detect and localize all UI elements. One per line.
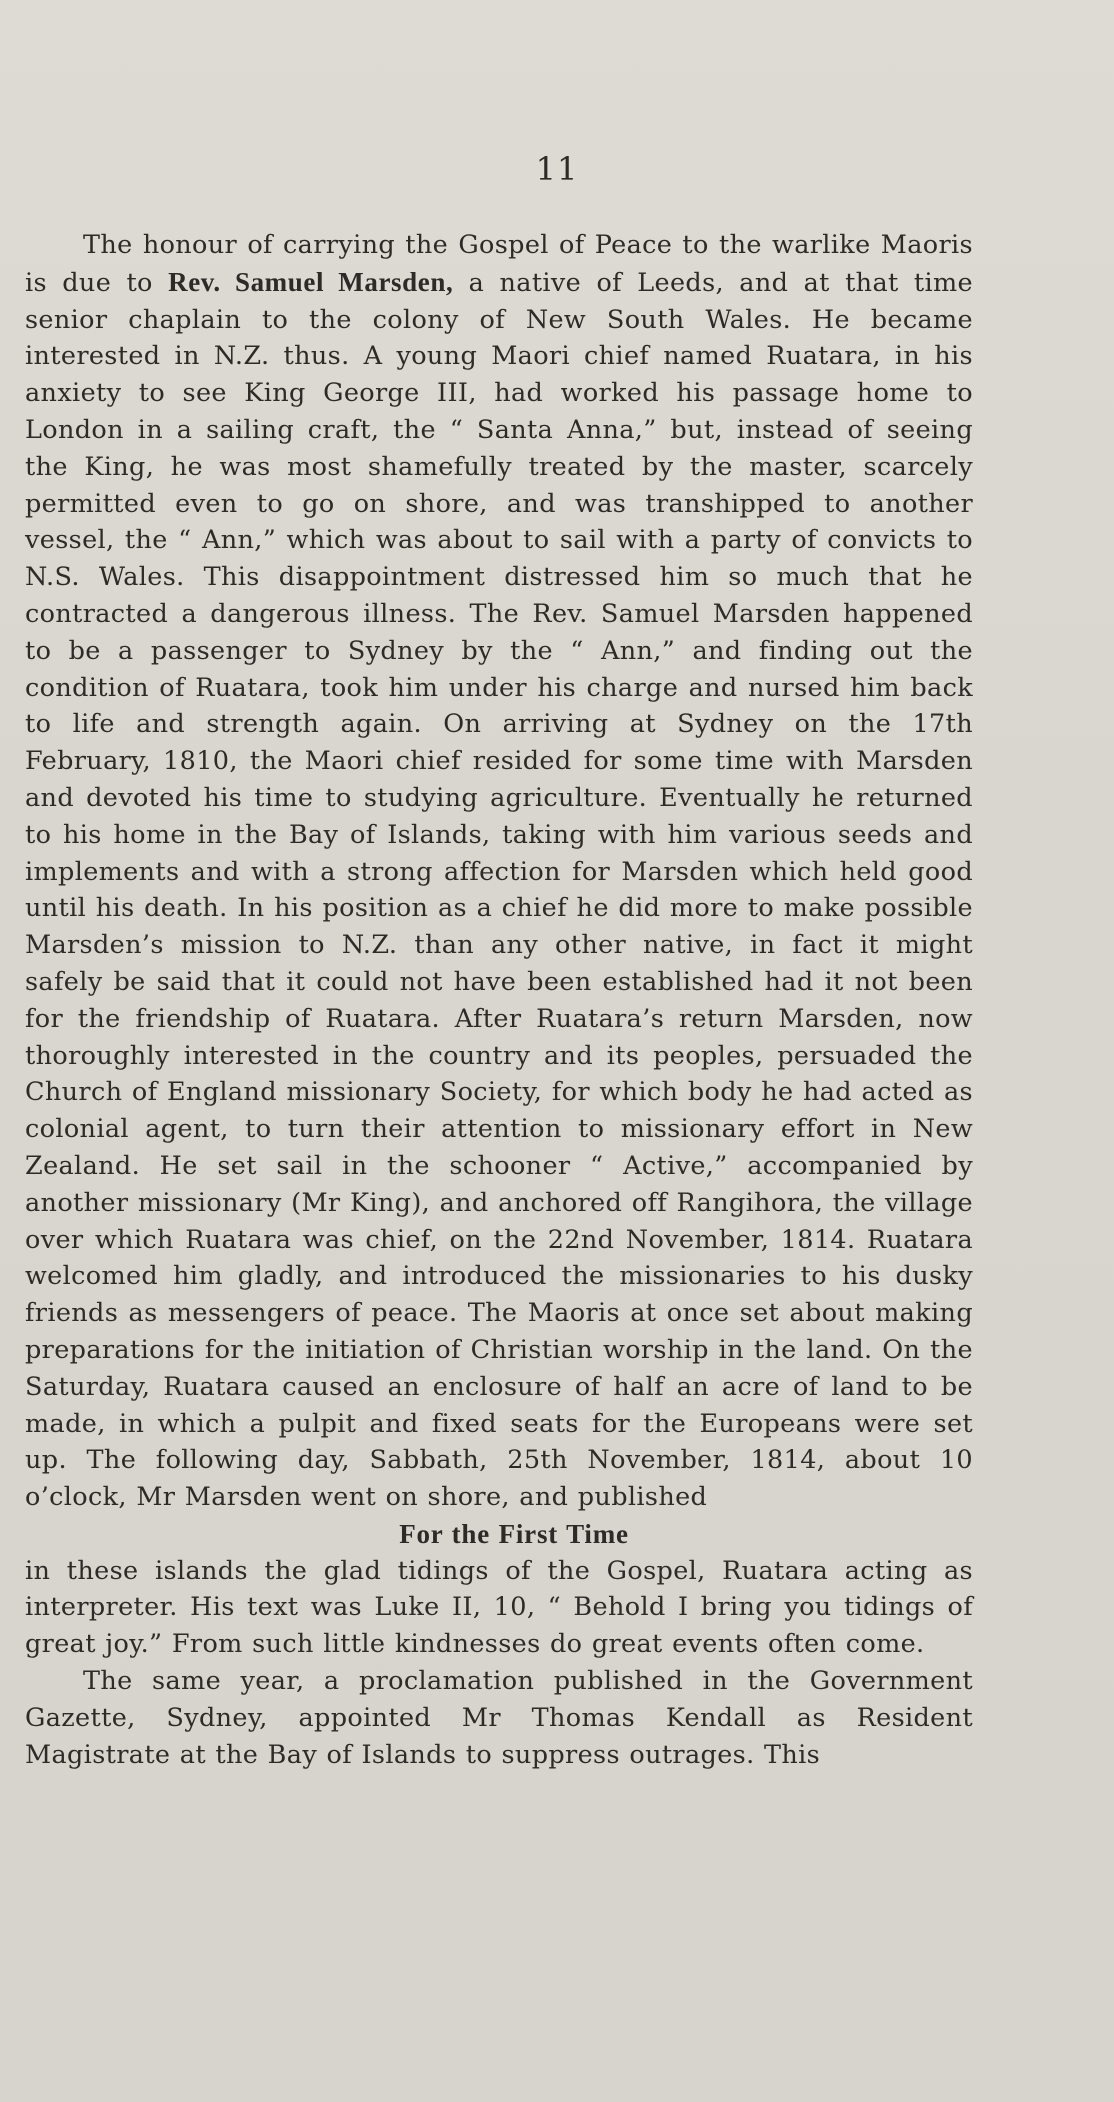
page-number: 11 [535,150,579,188]
paragraph-text-b: a native of Leeds, and at that time senior chaplain to the colony of New South Wales. He became interested in N.Z. thus. A young Maori chief named Ruatara, in his anxiety to see King George III, had worked his passage home to London in a sailing craft, the “ Santa Anna,” but, instead of seeing the King, he was most shamefully treated by the master, scarcely permitted even to go on shore, and was transhipped to another vessel, the “ Ann,” which was about to sail with a party of convicts to N.S. Wales. This disappointment distressed him so much that he contracted a dangerous illness. The Rev. Samuel Marsden happened to be a passenger to Sydney by the “ Ann,” and finding out the condition of Ruatara, took him under his charge and nursed him back to life and strength again. On arriving at Sydney on the 17th February, 1810, the Maori chief resided for some time with Marsden and devoted his time to studying agriculture. Eventually he returned to his home in the Bay of Islands, taking with him various seeds and implements and with a strong affection for Marsden which held good until his death. In his position as a chief he did more to make possible Marsden’s mission to N.Z. than any other native, in fact it might safely be said that it could not have been established had it not been for the friendship of Ruatara. After Ruatara’s return Marsden, now thoroughly interested in the country and its peoples, persuaded the Church of England missionary Society, for which body he had acted as colonial agent, to turn their attention to missionary effort in New Zealand. He set sail in the schooner “ Active,” accompanied by another missionary (Mr King), and anchored off Rangihora, the village over which Ruatara was chief, on the 22nd November, 1814. Ruatara welcomed him gladly, and introduced the missionaries to his dusky friends as messengers of peace. The Maoris at once set about making preparations for the initiation of Christian worship in the land. On the Saturday, Ruatara caused an enclosure of half an acre of land to be made, in which a pulpit and fixed seats for the Europeans were set up. The following day, Sabbath, 25th November, 1814, about 10 o’clock, Mr Marsden went on shore, and published [25,267,973,1513]
paragraph-marsden-intro [25,227,973,1516]
paragraph-glad-tidings: in these islands the glad tidings of the Gospel, Ruatara acting as interpreter. His text was Luke II, 10, “ Behold I bring you tidings of great joy.” From such little kindnesses do great events often come. [25,1555,973,1660]
body-text [25,227,973,1773]
section-heading: For the First Time [399,1518,629,1549]
rev-samuel-marsden-name: Rev. Samuel Marsden, [168,266,454,297]
paragraph-text-a: The honour of carrying the Gospel of Peace to the warlike Maoris is due to [25,230,973,298]
paragraph-proclamation: The same year, a proclamation published in the Government Gazette, Sydney, appointed Mr Thomas Kendall as Resident Magistrate at the Bay of Islands to suppress outrages. This [25,1666,973,1770]
